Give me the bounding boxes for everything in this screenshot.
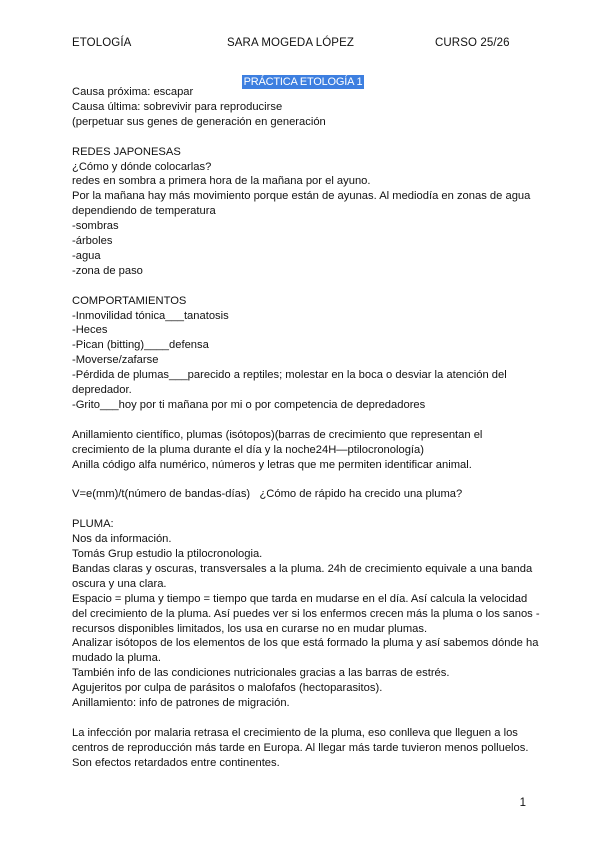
document-title: PRÁCTICA ETOLOGÍA 1 bbox=[243, 76, 363, 88]
comportamientos-heading: COMPORTAMIENTOS bbox=[72, 294, 187, 307]
pluma-line: Analizar isótopos de los elementos de los que está formado la pluma y así sabemos dónde ha mudado la pluma. bbox=[72, 637, 539, 665]
header-course: CURSO 25/26 bbox=[435, 37, 510, 49]
redes-line: ¿Cómo y dónde colocarlas? bbox=[72, 160, 212, 173]
redes-line: -árboles bbox=[72, 235, 113, 248]
anillamiento-line: Anilla código alfa numérico, números y letras que me permiten identificar animal. bbox=[72, 458, 472, 471]
redes-line: redes en sombra a primera hora de la mañana por el ayuno. bbox=[72, 175, 371, 188]
malaria-section bbox=[72, 726, 540, 771]
intro-line: (perpetuar sus genes de generación en generación bbox=[72, 115, 326, 128]
header-author: SARA MOGEDA LÓPEZ bbox=[227, 37, 354, 49]
comportamientos-section bbox=[72, 294, 540, 413]
pluma-heading: PLUMA: bbox=[72, 518, 114, 531]
comportamiento-line: -Inmovilidad tónica___tanatosis bbox=[72, 309, 229, 322]
formula-section bbox=[72, 487, 540, 502]
intro-line: Causa próxima: escapar bbox=[72, 86, 194, 98]
intro-line: Causa última: sobrevivir para reproducirse bbox=[72, 100, 283, 113]
malaria-paragraph: La infección por malaria retrasa el crecimiento de la pluma, eso conlleva que lleguen a los centros de reproducción más tarde en Europa. Al llegar más tarde tuvieron menos polluelos. Son efectos retardados entre continentes. bbox=[72, 726, 529, 769]
intro-section bbox=[72, 85, 540, 130]
document-body bbox=[72, 85, 540, 771]
formula-line: V=e(mm)/t(número de bandas-días) ¿Cómo de rápido ha crecido una pluma? bbox=[72, 488, 463, 501]
redes-section bbox=[72, 145, 540, 279]
pluma-line: Agujeritos por culpa de parásitos o malofafos (hectoparasitos). bbox=[72, 682, 383, 695]
comportamiento-line: -Moverse/zafarse bbox=[72, 354, 159, 367]
redes-line: -zona de paso bbox=[72, 264, 143, 277]
comportamiento-line: -Pérdida de plumas___parecido a reptiles; molestar en la boca o desviar la atención del depredador. bbox=[72, 369, 507, 397]
pluma-line: Nos da información. bbox=[72, 533, 172, 546]
redes-heading: REDES JAPONESAS bbox=[72, 145, 181, 158]
pluma-line: También info de las condiciones nutricionales gracias a las barras de estrés. bbox=[72, 667, 450, 680]
pluma-line: Anillamiento: info de patrones de migración. bbox=[72, 697, 290, 710]
anillamiento-line: Anillamiento científico, plumas (isótopos)(barras de crecimiento que representan el crecimiento de la pluma durante el día y la noche24H—ptilocronología) bbox=[72, 428, 483, 456]
comportamiento-line: -Heces bbox=[72, 324, 108, 337]
pluma-line: Tomás Grup estudio la ptilocronologia. bbox=[72, 548, 263, 561]
anillamiento-section bbox=[72, 428, 540, 473]
redes-line: -sombras bbox=[72, 220, 119, 233]
page-number: 1 bbox=[519, 797, 526, 809]
comportamiento-line: -Grito___hoy por ti mañana por mi o por competencia de depredadores bbox=[72, 399, 426, 411]
redes-line: -agua bbox=[72, 249, 101, 262]
pluma-line: Espacio = pluma y tiempo = tiempo que tarda en mudarse en el día. Así calcula la velocidad del crecimiento de la pluma. Así puedes ver si los enfermos crecen más la pluma o los sanos - recursos disponibles limitados, los usa en curarse no en mudar plumas. bbox=[72, 592, 540, 635]
redes-line: Por la mañana hay más movimiento porque están de ayunas. Al mediodía en zonas de agua dependiendo de temperatura bbox=[72, 190, 531, 218]
header-subject: ETOLOGÍA bbox=[72, 37, 132, 49]
pluma-section bbox=[72, 517, 540, 711]
comportamiento-line: -Pican (bitting)____defensa bbox=[72, 339, 209, 352]
pluma-line: Bandas claras y oscuras, transversales a la pluma. 24h de crecimiento equivale a una banda oscura y una clara. bbox=[72, 562, 533, 590]
